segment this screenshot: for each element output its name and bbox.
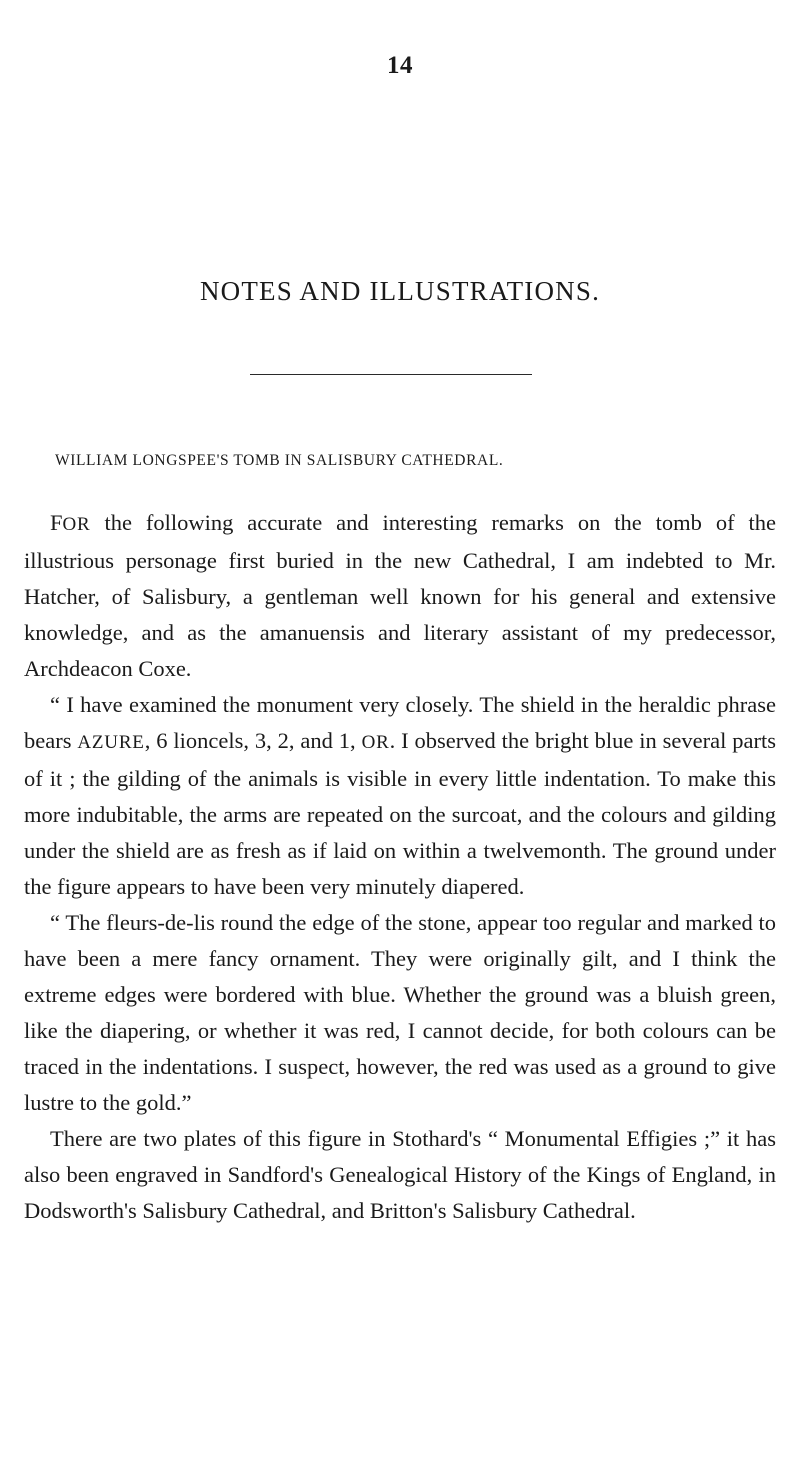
article-subheading: WILLIAM LONGSPEE'S TOMB IN SALISBURY CATHEDRAL. — [55, 452, 504, 469]
paragraph-4: There are two plates of this figure in Stothard's “ Monumental Effigies ;” it has also been engraved in Sandford's Genealogical History of the Kings of England, in Dodsworth's Salisbury Cathedral, and Britton's Salisbury Cathedral. — [24, 1126, 776, 1223]
horizontal-rule — [250, 374, 532, 375]
paragraph-2 — [24, 687, 776, 905]
dropcap-letter: F — [50, 510, 63, 535]
paragraph-1-text: the following accurate and interesting remarks on the tomb of the illustrious personage first buried in the new Cathedral, I am indebted to Mr. Hatcher, of Salisbury, a gentleman well known for his general and extensive knowledge, and as the amanuensis and literary assistant of my predecessor, Archdeacon Coxe. — [24, 510, 776, 681]
paragraph-2-text-a: “ I have examined the monument very closely. The shield in the heraldic phrase bears — [24, 692, 776, 753]
paragraph-2-text-b: , 6 lioncels, 3, 2, and 1, — [144, 728, 362, 753]
paragraph-2-text-c: . I observed the bright blue in several parts of it ; the gilding of the animals is visible in every little indentation. To make this more indubitable, the arms are repeated on the surcoat, and the colours and gilding under the shield are as fresh as if laid on within a twelvemonth. The ground under the figure appears to have been very minutely diapered. — [24, 728, 776, 899]
heraldic-term-or: OR — [361, 732, 390, 753]
heraldic-term-azure: AZURE — [77, 732, 145, 753]
page-number: 14 — [387, 52, 413, 79]
section-title: NOTES AND ILLUSTRATIONS. — [199, 276, 601, 306]
smallcaps-or: OR — [62, 514, 91, 535]
body-text — [24, 505, 776, 1229]
paragraph-3: “ The fleurs-de-lis round the edge of the stone, appear too regular and marked to have been a mere fancy ornament. They were originally gilt, and I think the extreme edges were bordered with blue. Whether the ground was a bluish green, like the diapering, or whether it was red, I cannot decide, for both colours can be traced in the indentations. I suspect, however, the red was used as a ground to give lustre to the gold.” — [24, 910, 776, 1115]
paragraph-1 — [24, 505, 776, 687]
